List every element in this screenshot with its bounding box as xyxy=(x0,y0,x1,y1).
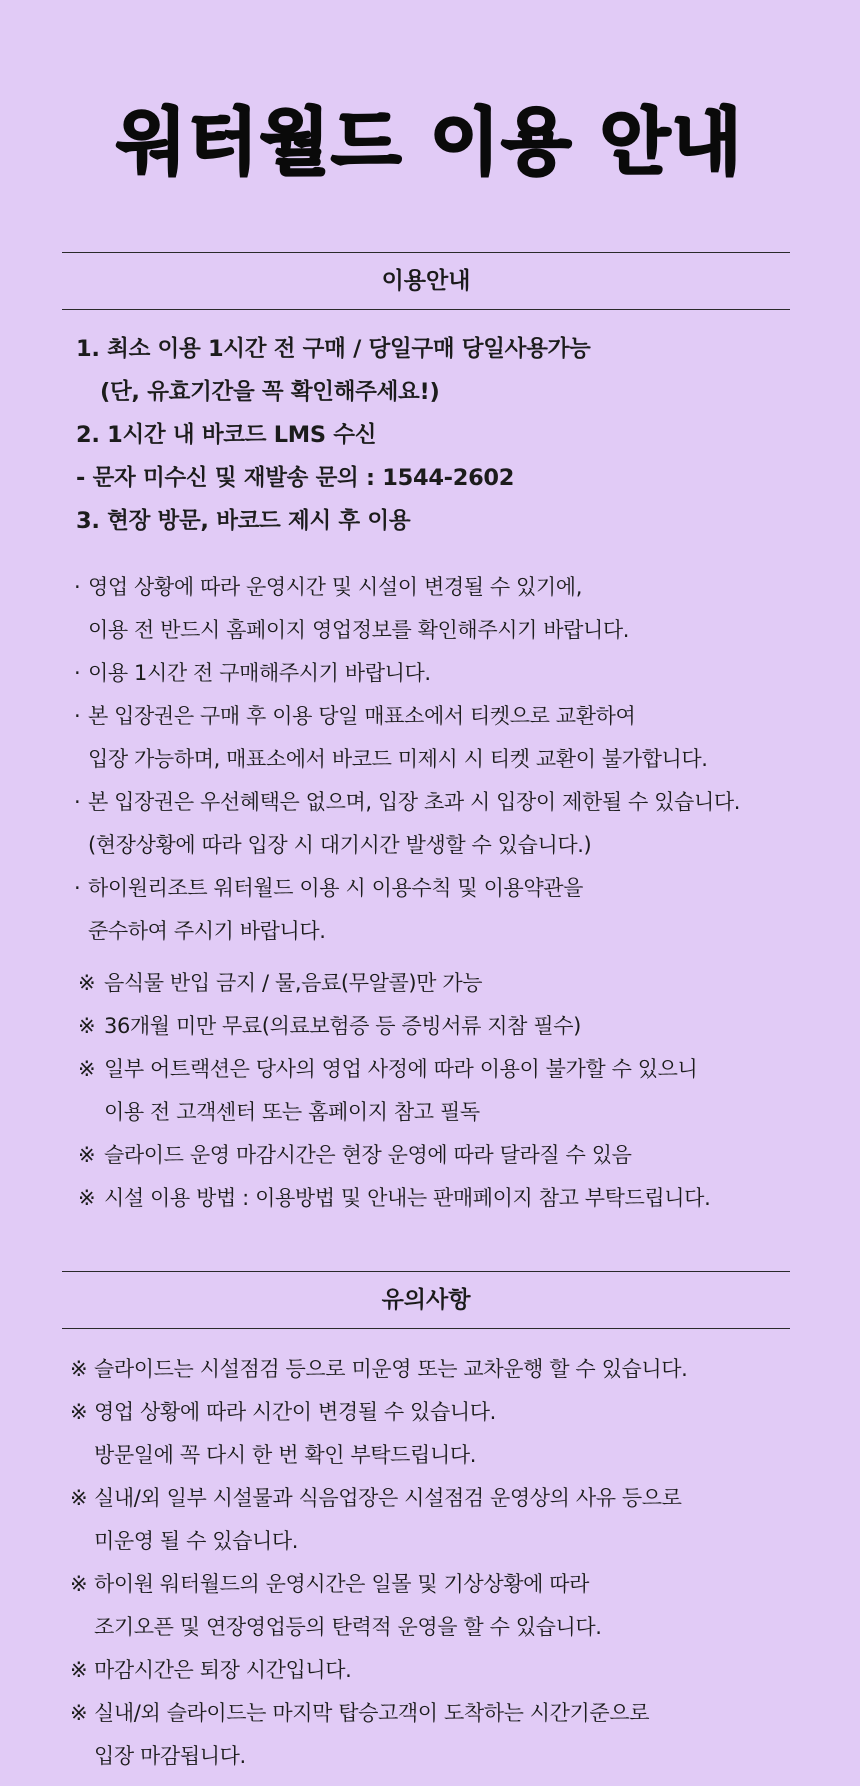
caution-text: 마감시간은 퇴장 시간입니다. xyxy=(94,1658,352,1682)
note-text: 시설 이용 방법 : 이용방법 및 안내는 판매페이지 참고 부탁드립니다. xyxy=(104,1186,711,1210)
caution-text: 실내/외 일부 시설물과 식음업장은 시설점검 운영상의 사유 등으로 xyxy=(94,1486,682,1510)
page-title: 워터월드 이용 안내 xyxy=(116,100,744,184)
caution-continuation: 입장 마감됩니다. xyxy=(94,1744,246,1768)
note-item xyxy=(78,1177,838,1220)
caution-item xyxy=(70,1391,840,1434)
note-continuation: 이용 전 고객센터 또는 홈페이지 참고 필독 xyxy=(104,1100,480,1124)
note-item xyxy=(78,962,838,1005)
precautions-list xyxy=(70,1348,840,1778)
bullet-item xyxy=(74,867,834,910)
note-item xyxy=(78,1048,838,1091)
usage-steps xyxy=(76,328,816,543)
reference-mark: ※ xyxy=(70,1572,88,1596)
step-line: (단, 유효기간을 꼭 확인해주세요!) xyxy=(100,379,440,405)
caution-text: 영업 상황에 따라 시간이 변경될 수 있습니다. xyxy=(94,1400,496,1424)
bullet-marker: · xyxy=(74,790,81,814)
reference-mark: ※ xyxy=(70,1400,88,1424)
caution-item xyxy=(70,1348,840,1391)
section-heading-precautions: 유의사항 xyxy=(62,1271,790,1329)
caution-continuation: 조기오픈 및 연장영업등의 탄력적 운영을 할 수 있습니다. xyxy=(94,1615,602,1639)
reference-mark: ※ xyxy=(78,1186,96,1210)
bullet-marker: · xyxy=(74,704,81,728)
bullet-text: 본 입장권은 우선혜택은 없으며, 입장 초과 시 입장이 제한될 수 있습니다. xyxy=(88,790,740,814)
step-line: 1. 최소 이용 1시간 전 구매 / 당일구매 당일사용가능 xyxy=(76,336,591,362)
usage-notes-list xyxy=(78,962,838,1220)
caution-text: 하이원 워터월드의 운영시간은 일몰 및 기상상황에 따라 xyxy=(94,1572,590,1596)
bullet-continuation: (현장상황에 따라 입장 시 대기시간 발생할 수 있습니다.) xyxy=(88,833,592,857)
caution-continuation: 방문일에 꼭 다시 한 번 확인 부탁드립니다. xyxy=(94,1443,476,1467)
caution-text: 실내/외 슬라이드는 마지막 탑승고객이 도착하는 시간기준으로 xyxy=(94,1701,650,1725)
reference-mark: ※ xyxy=(70,1357,88,1381)
bullet-item xyxy=(74,566,834,609)
bullet-text: 영업 상황에 따라 운영시간 및 시설이 변경될 수 있기에, xyxy=(88,575,582,599)
bullet-item xyxy=(74,695,834,738)
note-item xyxy=(78,1134,838,1177)
step-line: 3. 현장 방문, 바코드 제시 후 이용 xyxy=(76,508,411,534)
reference-mark: ※ xyxy=(78,1143,96,1167)
bullet-marker: · xyxy=(74,876,81,900)
section-heading-usage-guide: 이용안내 xyxy=(62,252,790,310)
reference-mark: ※ xyxy=(70,1701,88,1725)
note-text: 일부 어트랙션은 당사의 영업 사정에 따라 이용이 불가할 수 있으니 xyxy=(104,1057,698,1081)
note-item xyxy=(78,1005,838,1048)
note-text: 슬라이드 운영 마감시간은 현장 운영에 따라 달라질 수 있음 xyxy=(104,1143,632,1167)
reference-mark: ※ xyxy=(78,1014,96,1038)
step-line: - 문자 미수신 및 재발송 문의 : 1544-2602 xyxy=(76,465,515,491)
reference-mark: ※ xyxy=(70,1658,88,1682)
bullet-text: 본 입장권은 구매 후 이용 당일 매표소에서 티켓으로 교환하여 xyxy=(88,704,636,728)
reference-mark: ※ xyxy=(70,1486,88,1510)
caution-item xyxy=(70,1692,840,1735)
step-line: 2. 1시간 내 바코드 LMS 수신 xyxy=(76,422,377,448)
note-text: 36개월 미만 무료(의료보험증 등 증빙서류 지참 필수) xyxy=(104,1014,581,1038)
caution-continuation: 미운영 될 수 있습니다. xyxy=(94,1529,299,1553)
bullet-item xyxy=(74,652,834,695)
bullet-continuation: 이용 전 반드시 홈페이지 영업정보를 확인해주시기 바랍니다. xyxy=(88,618,630,642)
bullet-item xyxy=(74,781,834,824)
caution-item xyxy=(70,1477,840,1520)
reference-mark: ※ xyxy=(78,1057,96,1081)
bullet-text: 이용 1시간 전 구매해주시기 바랍니다. xyxy=(88,661,431,685)
reference-mark: ※ xyxy=(78,971,96,995)
bullet-text: 하이원리조트 워터월드 이용 시 이용수칙 및 이용약관을 xyxy=(88,876,584,900)
note-text: 음식물 반입 금지 / 물,음료(무알콜)만 가능 xyxy=(104,971,483,995)
caution-item xyxy=(70,1649,840,1692)
bullet-continuation: 입장 가능하며, 매표소에서 바코드 미제시 시 티켓 교환이 불가합니다. xyxy=(88,747,708,771)
bullet-marker: · xyxy=(74,661,81,685)
bullet-marker: · xyxy=(74,575,81,599)
bullet-continuation: 준수하여 주시기 바랍니다. xyxy=(88,919,326,943)
usage-bullet-list xyxy=(74,566,834,953)
caution-item xyxy=(70,1563,840,1606)
caution-text: 슬라이드는 시설점검 등으로 미운영 또는 교차운행 할 수 있습니다. xyxy=(94,1357,688,1381)
